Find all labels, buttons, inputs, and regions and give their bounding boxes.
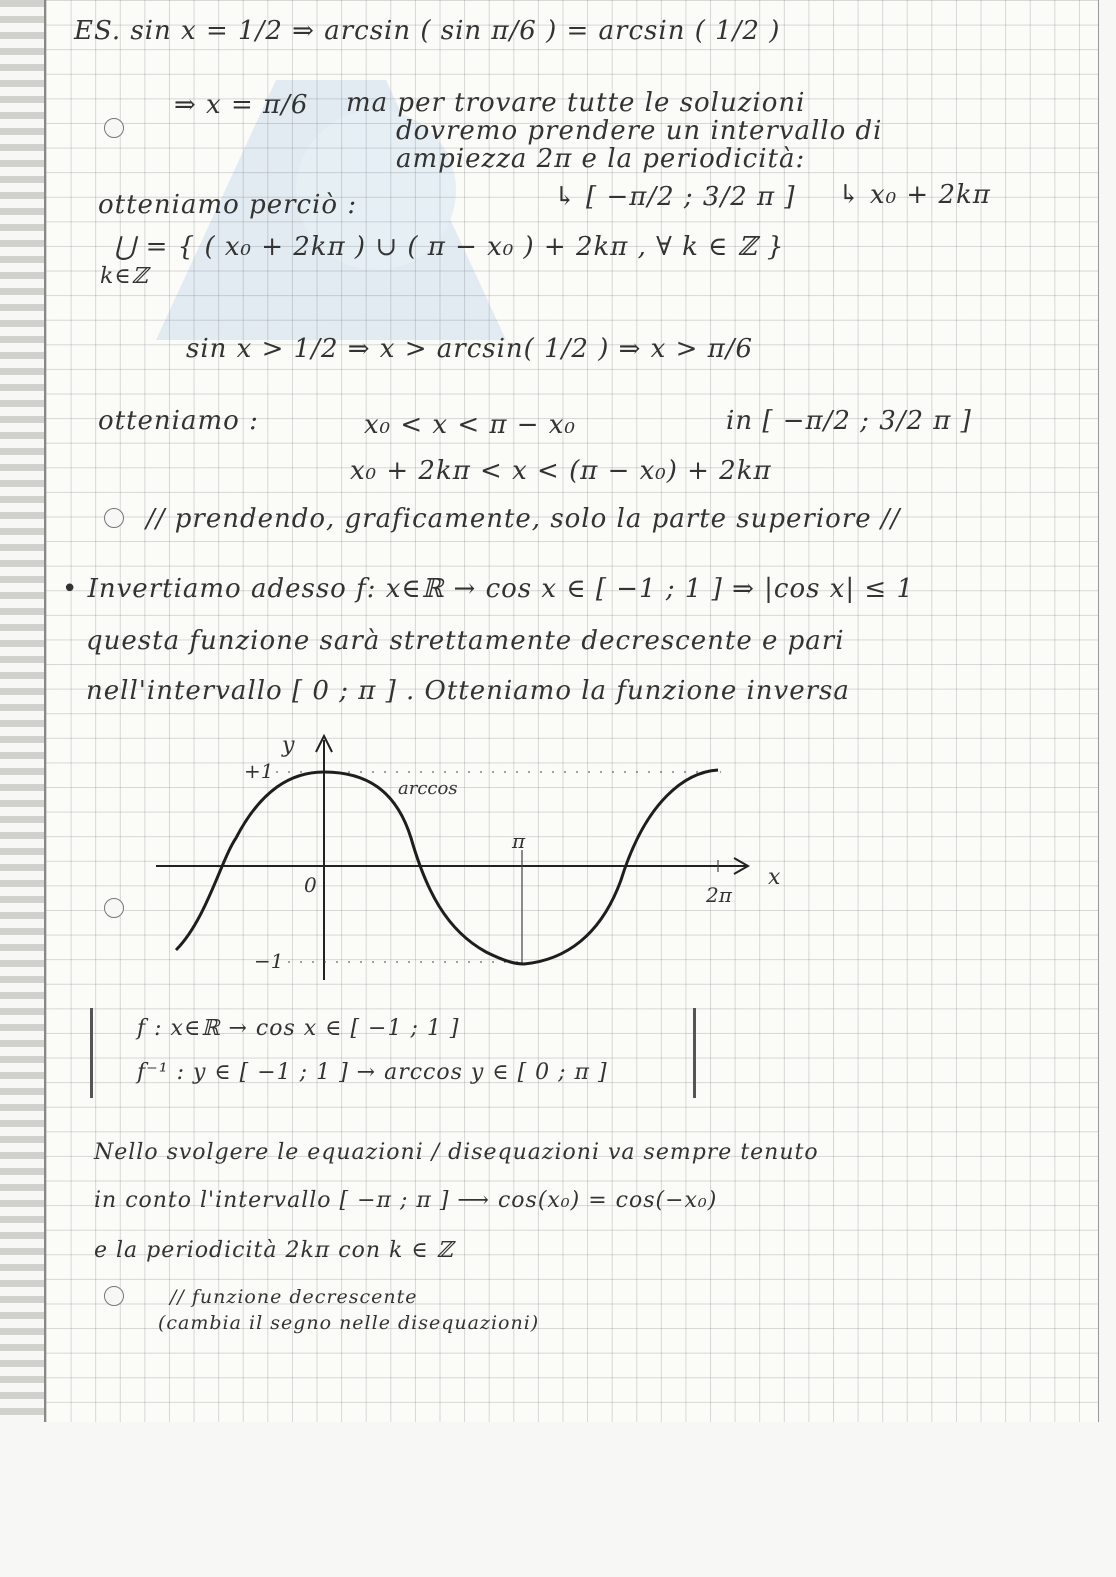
general-solution-line: x₀ + 2kπ < x < (π − x₀) + 2kπ	[350, 456, 772, 486]
period-line: ↳ x₀ + 2kπ	[838, 180, 991, 210]
plus-one-label: +1	[244, 759, 274, 783]
note-line: (cambia il segno nelle disequazioni)	[158, 1312, 540, 1334]
section-line: • Invertiamo adesso f: x∈ℝ → cos x ∈ [ −1 ; 1 ] ⇒ |cos x| ≤ 1	[62, 574, 914, 604]
note-line: // funzione decrescente	[170, 1286, 418, 1308]
text-line: questa funzione sarà strettamente decrescente e pari	[86, 626, 845, 656]
inequality-line: x₀ < x < π − x₀	[364, 410, 576, 440]
interval-line: in [ −π/2 ; 3/2 π ]	[726, 406, 972, 436]
definition-box	[90, 1008, 696, 1098]
example-line: ES. sin x = 1/2 ⇒ arcsin ( sin π/6 ) = arcsin ( 1/2 )	[74, 16, 781, 46]
notebook-page	[46, 0, 1099, 1422]
union-subscript: k∈ℤ	[100, 264, 149, 289]
text-line: in conto l'intervallo [ −π ; π ] ⟶ cos(x₀) = cos(−x₀)	[94, 1188, 718, 1213]
definition-f-inverse: f⁻¹ : y ∈ [ −1 ; 1 ] → arccos y ∈ [ 0 ; π ]	[137, 1060, 608, 1085]
y-axis-label: y	[282, 733, 295, 758]
origin-label: 0	[304, 873, 317, 897]
curve-label: arccos	[398, 778, 458, 799]
binder-hole	[104, 1286, 124, 1306]
pi-label: π	[512, 829, 526, 853]
text-line: otteniamo :	[98, 406, 259, 436]
text-line: ampiezza 2π e la periodicità:	[396, 144, 806, 174]
text-line: Nello svolgere le equazioni / disequazioni va sempre tenuto	[94, 1140, 819, 1165]
text-line: e la periodicità 2kπ con k ∈ ℤ	[94, 1238, 454, 1263]
binder-hole	[104, 118, 124, 138]
minus-one-label: −1	[254, 949, 284, 973]
inequality-line: sin x > 1/2 ⇒ x > arcsin( 1/2 ) ⇒ x > π/6	[186, 334, 754, 364]
note-line: // prendendo, graficamente, solo la parte superiore //	[146, 504, 901, 534]
binder-hole	[104, 508, 124, 528]
x-axis-label: x	[768, 865, 781, 890]
text-line: dovremo prendere un intervallo di	[396, 116, 883, 146]
text-line: ma per trovare tutte le soluzioni	[346, 88, 806, 118]
cosine-graph	[46, 720, 1098, 1000]
notebook-spiral-margin	[0, 0, 46, 1422]
definition-f: f : x∈ℝ → cos x ∈ [ −1 ; 1 ]	[137, 1016, 460, 1041]
text-line: otteniamo perciò :	[98, 190, 358, 220]
interval-line: ↳ [ −π/2 ; 3/2 π ]	[554, 182, 796, 212]
solution-line: ⇒ x = π/6	[174, 90, 309, 120]
text-line: nell'intervallo [ 0 ; π ] . Otteniamo la funzione inversa	[86, 676, 850, 706]
union-line: ⋃ = { ( x₀ + 2kπ ) ∪ ( π − x₀ ) + 2kπ , ∀ k ∈ ℤ }	[114, 232, 785, 262]
two-pi-label: 2π	[706, 883, 732, 907]
